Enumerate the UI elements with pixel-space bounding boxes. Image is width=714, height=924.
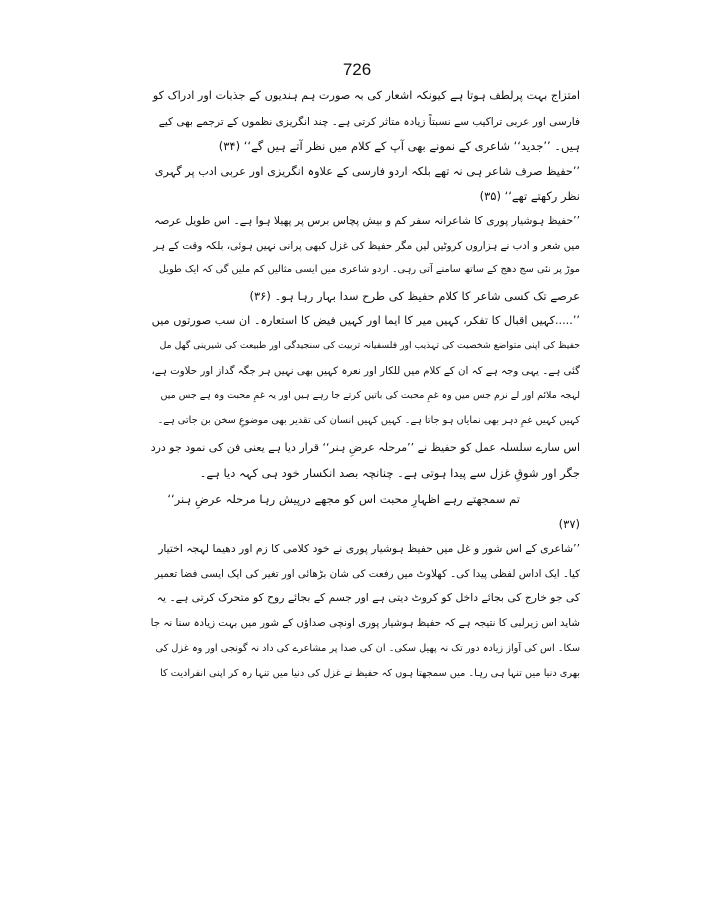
text-line: ’’حفیظ ہوشیار پوری کا شاعرانہ سفر کم و بیش پچاس برس پر پھیلا ہوا ہے۔ اس طویل عرصہ [153, 214, 580, 227]
text-line: ’’شاعری کے اس شور و غل میں حفیظ ہوشیار پوری نے خود کلامی کا زم اور دھیما لہجہ اختیار [158, 542, 580, 555]
text-line: جگر اور شوقِ غزل سے پیدا ہوتی ہے۔ چنانچہ بصد انکسار خود ہی کہہ دیا ہے۔ [199, 466, 580, 480]
text-line: نظر رکھتے تھے‘‘ (۳۵) [479, 189, 580, 203]
text-line: فارسی اور عربی تراکیب سے نسبتاً زیادہ متاثر کرتی ہے۔ چند انگریزی نظموں کے ترجمے بھی کیے [158, 116, 580, 128]
reference-number: (۳۷) [558, 517, 580, 531]
text-line: ’’.....کہیں اقبال کا تفکر، کہیں میر کا ایما اور کہیں فیض کا استعارہ۔ ان سب صورتوں میں [151, 314, 580, 327]
text-line: کی جو خارج کی بجائے داخل کو کروٹ دیتی ہے اور جسم کے بجائے روح کو متحرک کرتی ہے۔ یہ [156, 591, 580, 604]
text-line: شاید اس زیرلبی کا نتیجہ ہے کہ حفیظ ہوشیار پوری اونچی صداؤں کے شور میں بہت زیادہ سنا نہ جا [150, 617, 580, 629]
text-line: سکا۔ اس کی آواز زیادہ دور تک نہ پھیل سکی۔ ان کی صدا پر مشاعرے کی داد نہ گونجی اور وہ غزل کی [155, 643, 580, 654]
text-line: گئی ہے۔ یہی وجہ ہے کہ ان کے کلام میں للکار اور نعرہ کہیں بھی نہیں ہر جگہ گداز اور حلاوت ہے، [151, 365, 580, 377]
text-line: ’’حفیظ صرف شاعر ہی نہ تھے بلکہ اردو فارسی کے علاوہ انگریزی اور عربی ادب پر گہری [154, 165, 580, 178]
text-line: امتزاج بہت پرلطف ہوتا ہے کیونکہ اشعار کی بہ صورت ہم ہندیوں کے جذبات اور ادراک کو [152, 89, 580, 102]
text-line: ہیں۔ ’’جدید‘‘ شاعری کے نمونے بھی آپ کے کلام میں نظر آتے ہیں گے‘‘ (۳۴) [218, 139, 580, 153]
text-line: کہیں کہیں غمِ دہر بھی نمایاں ہو جاتا ہے۔ کہیں کہیں انسان کی تقدیر بھی موضوعِ سخن بن جاتی ہے۔ [157, 415, 580, 426]
text-line: اس سارے سلسلہ عمل کو حفیظ نے ’’مرحلہ عرضِ ہنر‘‘ قرار دیا ہے یعنی فن کی نمود جو درد [150, 441, 580, 454]
text-line: میں شعر و ادب نے ہزاروں کروٹیں لیں مگر حفیظ کی غزل کبھی پرانی نہیں ہوئی، بلکہ وقت کے ہر [153, 240, 580, 252]
text-line: عرصے تک کسی شاعر کا کلام حفیظ کی طرح سدا بہار رہا ہو۔ (۳۶) [249, 289, 580, 303]
text-line: موڑ پر نئی سج دھج کے ساتھ سامنے آتی رہی۔ اردو شاعری میں ایسی مثالیں کم ملیں گی کہ ایک طویل [158, 264, 580, 275]
text-line: بھری دنیا میں تنہا ہی رہا۔ میں سمجھتا ہوں کہ حفیظ نے غزل کی دنیا میں تنہا رہ کر اپنی انفرادیت کا [160, 668, 580, 679]
verse-line: تم سمجھتے رہے اظہارِ محبت اس کو مجھے درپیش رہا مرحلہ عرضِ ہنر‘‘ [167, 492, 520, 506]
text-line: کیا۔ ایک اداس لفظی پیدا کی۔ کھلاوٹ میں رفعت کی شان بڑھائی اور تغیر کی ایک ایسی فضا تعمیر [154, 568, 580, 580]
text-line: حفیظ کی اپنی متواضع شخصیت کی تہذیب اور فلسفیانہ تربیت کی سنجیدگی اور طبیعت کی شیرینی گھل مل [159, 340, 580, 351]
page-number: 726 [342, 60, 372, 79]
text-line: لہجہ ملائم اور لے نرم جس میں وہ غمِ محبت کی باتیں کرتے جا رہے ہیں اور یہ غمِ محبت وہ ہے جس میں [160, 390, 580, 401]
